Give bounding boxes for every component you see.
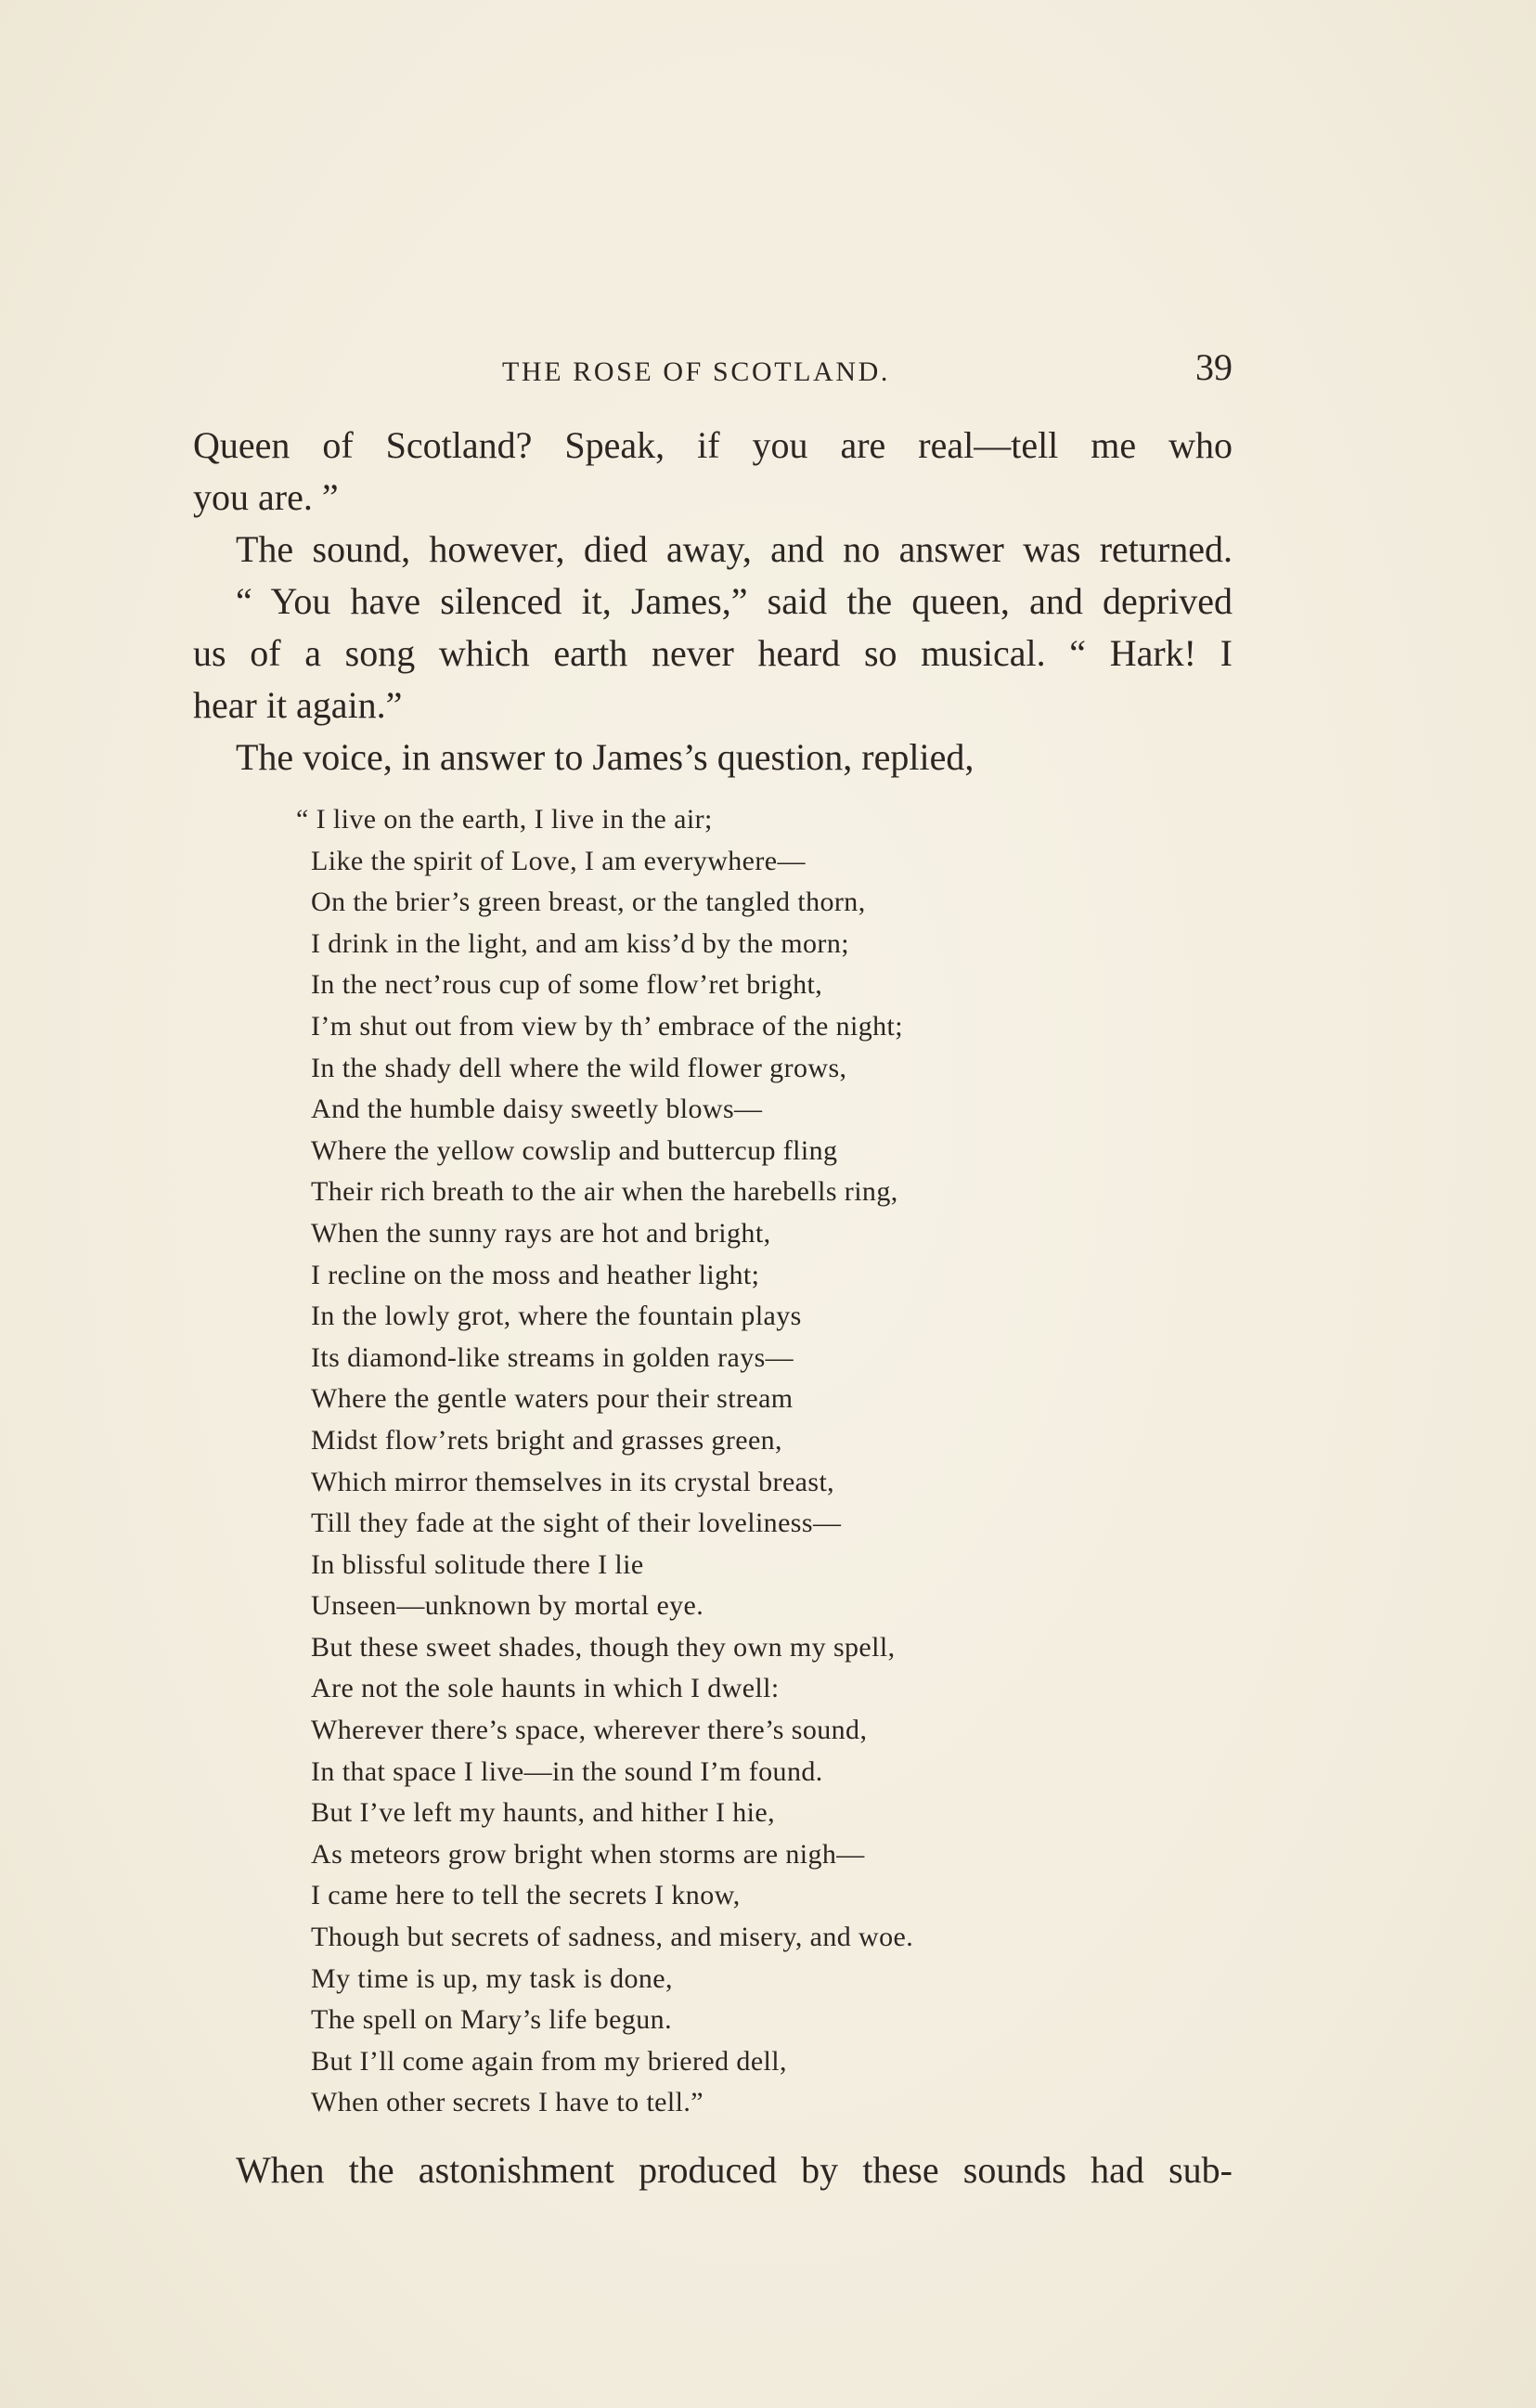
poem-line: And the humble daisy sweetly blows— <box>311 1094 763 1125</box>
poem-line: Where the gentle waters pour their stream <box>311 1383 794 1415</box>
poem-line: Its diamond-like streams in golden rays— <box>311 1341 794 1373</box>
poem-line: In the lowly grot, where the fountain plays <box>311 1301 802 1332</box>
poem-line: I drink in the light, and am kiss’d by the morn; <box>311 927 849 959</box>
poem-line: I recline on the moss and heather light; <box>311 1259 760 1290</box>
poem-line: Like the spirit of Love, I am everywhere— <box>311 845 806 876</box>
prose-line: The voice, in answer to James’s question, replied, <box>236 736 975 778</box>
prose-line: “ You have silenced it, James,” said the queen, and deprived <box>236 580 1233 622</box>
poem-line: Unseen—unknown by mortal eye. <box>311 1590 704 1622</box>
page-number: 39 <box>1195 346 1233 388</box>
poem-line: Their rich breath to the air when the harebells ring, <box>311 1176 898 1208</box>
poem-line: As meteors grow bright when storms are nigh— <box>311 1838 865 1870</box>
poem-line: Though but secrets of sadness, and misery, and woe. <box>311 1922 914 1953</box>
poem-line: But I’ve left my haunts, and hither I hie, <box>311 1797 776 1829</box>
prose-line: When the astonishment produced by these sounds had sub- <box>236 2149 1233 2191</box>
poem-block <box>296 799 1202 2124</box>
prose-line: The sound, however, died away, and no answer was returned. <box>236 528 1233 570</box>
prose-line: Queen of Scotland? Speak, if you are real—tell me who <box>193 424 1233 466</box>
poem-line: Midst flow’rets bright and grasses green, <box>311 1424 782 1456</box>
prose-paragraph-bottom <box>193 2144 1233 2196</box>
poem-line: In that space I live—in the sound I’m found. <box>311 1755 823 1787</box>
page-header <box>193 345 1233 401</box>
poem-line: My time is up, my task is done, <box>311 1962 673 1994</box>
poem-line: In the shady dell where the wild flower grows, <box>311 1052 847 1083</box>
poem-line: Wherever there’s space, wherever there’s sound, <box>311 1715 868 1746</box>
running-title: THE ROSE OF SCOTLAND. <box>502 356 890 387</box>
poem-line: “ I live on the earth, I live in the air; <box>296 804 713 835</box>
poem-line: Which mirror themselves in its crystal breast, <box>311 1466 835 1497</box>
poem-line: Where the yellow cowslip and buttercup fling <box>311 1134 838 1166</box>
poem-line: On the brier’s green breast, or the tangled thorn, <box>311 887 866 918</box>
poem-line: Are not the sole haunts in which I dwell: <box>311 1673 780 1704</box>
poem-line: Till they fade at the sight of their loveliness— <box>311 1508 842 1539</box>
prose-line: you are. ” <box>193 476 339 518</box>
poem-line: But I’ll come again from my briered dell, <box>311 2045 787 2077</box>
poem-line: But these sweet shades, though they own my spell, <box>311 1631 896 1663</box>
poem-line: I’m shut out from view by th’ embrace of the night; <box>311 1010 904 1042</box>
prose-line: us of a song which earth never heard so musical. “ Hark! I <box>193 632 1233 674</box>
poem-line: The spell on Mary’s life begun. <box>311 2004 672 2036</box>
poem-line: I came here to tell the secrets I know, <box>311 1880 741 1911</box>
poem-line: In the nect’rous cup of some flow’ret bright, <box>311 969 823 1001</box>
poem-line: When other secrets I have to tell.” <box>311 2087 703 2118</box>
poem-line: When the sunny rays are hot and bright, <box>311 1217 771 1249</box>
poem-line: In blissful solitude there I lie <box>311 1548 644 1580</box>
prose-paragraphs-top <box>193 420 1233 783</box>
prose-line: hear it again.” <box>193 684 403 726</box>
